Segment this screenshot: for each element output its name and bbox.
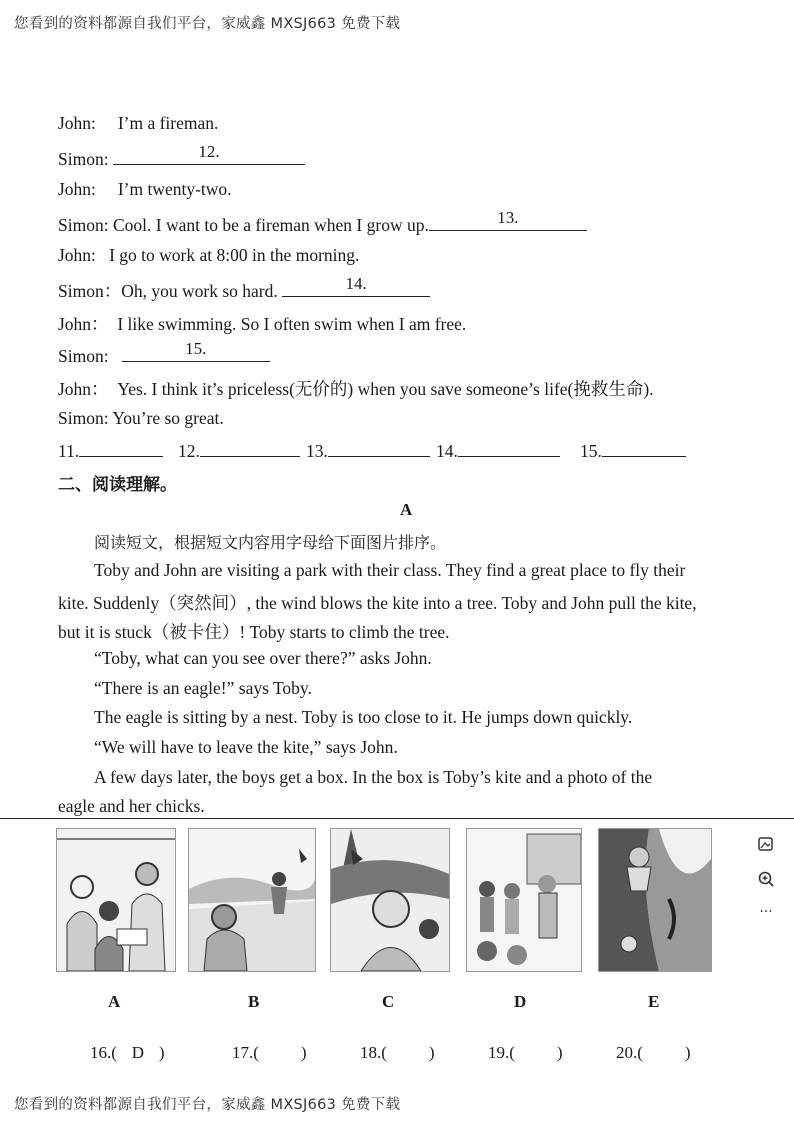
picture-a [56, 828, 176, 972]
picture-label-b: B [248, 992, 260, 1011]
answer-15[interactable]: 15. [580, 440, 686, 462]
dialogue-line-8: Simon: 15. [58, 343, 270, 367]
park-sketch-icon [189, 829, 315, 971]
picture-c [330, 828, 450, 972]
passage-line-4: “Toby, what can you see over there?” asks John. [94, 648, 432, 668]
picture-label-c: C [382, 992, 395, 1011]
watermark-bottom: 您看到的资料都源自我们平台，家威鑫 MXSJ663 免费下载 [14, 1097, 401, 1113]
image-search-icon[interactable] [754, 833, 778, 857]
answer-13[interactable]: 13. [306, 440, 430, 462]
dialogue-line-3: John: I’m twenty-two. [58, 179, 232, 199]
section-title: 二、阅读理解。 [58, 475, 177, 495]
dialogue-line-2: Simon: 12. [58, 146, 305, 170]
dialogue-line-5: John: I go to work at 8:00 in the morning. [58, 245, 360, 265]
answer-12[interactable]: 12. [178, 440, 300, 462]
picture-label-e: E [648, 992, 660, 1011]
passage-line-9: eagle and her chicks. [58, 796, 205, 816]
group-sketch-icon [467, 829, 581, 971]
blank-14[interactable]: 14. [282, 278, 430, 297]
subsection-label: A [400, 500, 413, 519]
watermark-top: 您看到的资料都源自我们平台，家威鑫 MXSJ663 免费下载 [14, 16, 401, 32]
classroom-sketch-icon [57, 829, 175, 971]
picture-d [466, 828, 582, 972]
passage-line-3: but it is stuck（被卡住）! Toby starts to climb the tree. [58, 622, 450, 642]
dialogue-line-6: Simon：Oh, you work so hard. 14. [58, 278, 430, 303]
passage-line-2: kite. Suddenly（突然间）, the wind blows the kite into a tree. Toby and John pull the kite, [58, 593, 697, 613]
order-16[interactable]: 16.( D ) [90, 1043, 165, 1062]
more-icon[interactable]: ··· [759, 904, 773, 920]
blank-12[interactable]: 12. [113, 146, 305, 165]
passage-line-8: A few days later, the boys get a box. In the box is Toby’s kite and a photo of the [94, 767, 653, 787]
divider [0, 818, 794, 819]
passage-line-1: Toby and John are visiting a park with their class. They find a great place to fly their [94, 560, 686, 580]
zoom-in-icon[interactable] [754, 867, 778, 891]
order-18[interactable]: 18.( ) [360, 1043, 435, 1062]
answer-14[interactable]: 14. [436, 440, 560, 462]
picture-label-d: D [514, 992, 527, 1011]
order-17[interactable]: 17.( ) [232, 1043, 307, 1062]
blank-13[interactable]: 13. [429, 212, 587, 231]
passage-line-6: The eagle is sitting by a nest. Toby is too close to it. He jumps down quickly. [94, 707, 633, 727]
tree-sketch-icon [331, 829, 449, 971]
dialogue-line-9: John： Yes. I think it’s priceless(无价的) when you save someone’s life(挽救生命). [58, 379, 654, 399]
blank-15[interactable]: 15. [122, 343, 270, 362]
passage-line-5: “There is an eagle!” says Toby. [94, 678, 312, 698]
dialogue-line-4: Simon: Cool. I want to be a fireman when I grow up. 13. [58, 212, 587, 236]
picture-b [188, 828, 316, 972]
picture-label-a: A [108, 992, 121, 1011]
eagle-nest-sketch-icon [599, 829, 711, 971]
order-20[interactable]: 20.( ) [616, 1043, 691, 1062]
dialogue-line-10: Simon: You’re so great. [58, 408, 224, 428]
instruction: 阅读短文，根据短文内容用字母给下面图片排序。 [94, 533, 447, 552]
picture-e [598, 828, 712, 972]
order-19[interactable]: 19.( ) [488, 1043, 563, 1062]
passage-line-7: “We will have to leave the kite,” says John. [94, 737, 398, 757]
dialogue-line-7: John： I like swimming. So I often swim when I am free. [58, 314, 467, 334]
dialogue-line-1: John: I’m a fireman. [58, 113, 219, 133]
answer-11[interactable]: 11. [58, 440, 163, 462]
